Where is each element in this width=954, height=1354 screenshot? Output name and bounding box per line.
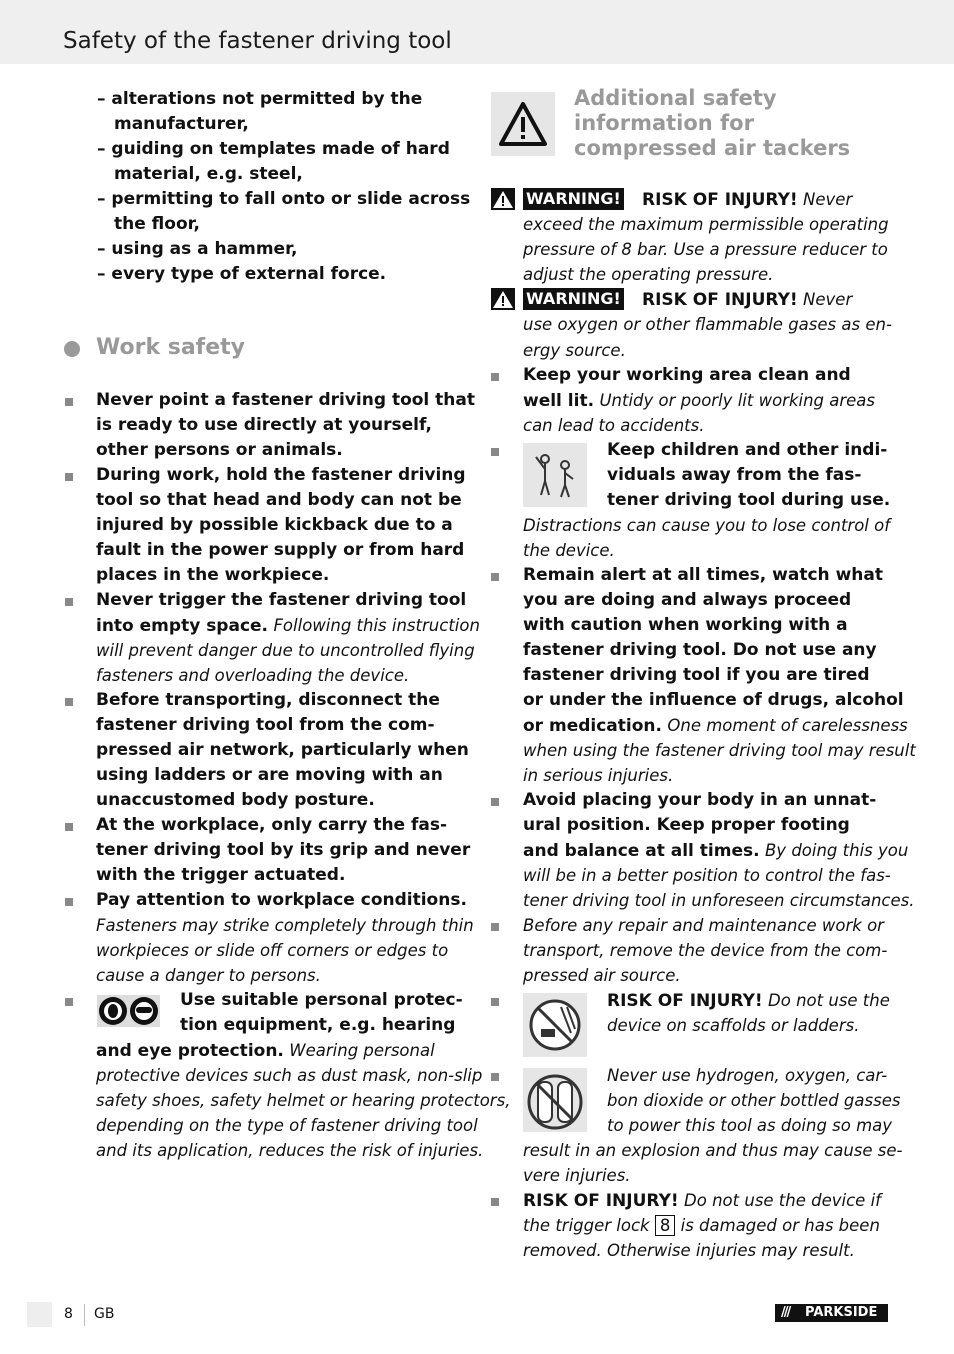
para-text: injured by possible kickback due to a — [96, 515, 453, 535]
para-text: Before transporting, disconnect the — [96, 690, 440, 710]
para-text: cause a danger to persons. — [96, 966, 321, 985]
section-title-additional: Additional safety — [574, 86, 777, 110]
para-text: or under the influence of drugs, alcohol — [523, 690, 904, 710]
risk-label: RISK OF INJURY! — [607, 991, 763, 1011]
para-text: Following this instruction — [273, 616, 480, 635]
para-text: Avoid placing your body in an unnat- — [523, 790, 877, 810]
footer-divider — [84, 1304, 85, 1326]
dash-item: – every type of external force. — [97, 264, 387, 284]
para-line — [523, 1188, 881, 1214]
no-ladder-icon-box — [523, 993, 587, 1057]
para-text: when using the fastener driving tool may result — [523, 741, 916, 760]
para-text: Never trigger the fastener driving tool — [96, 590, 467, 610]
warning-triangle-icon — [491, 288, 515, 310]
para-text: adjust the operating pressure. — [523, 265, 774, 284]
children-icon — [523, 443, 587, 507]
para-text: Do not use the device if — [684, 1191, 881, 1210]
language-code: GB — [94, 1306, 115, 1322]
para-text: tion equipment, e.g. hearing — [180, 1015, 456, 1035]
para-text: exceed the maximum permissible operating — [523, 215, 889, 234]
bullet-icon — [65, 898, 73, 906]
para-text: Pay attention to workplace conditions. — [96, 890, 467, 910]
bullet-icon — [491, 448, 499, 456]
logo-stripes-icon: /// — [781, 1305, 790, 1320]
bullet-icon — [491, 998, 499, 1006]
no-bottled-gas-icon-box — [523, 1068, 587, 1132]
para-text: One moment of carelessness — [667, 716, 908, 735]
bullet-icon — [491, 373, 499, 381]
para-text: use oxygen or other flammable gases as en- — [523, 315, 892, 334]
para-text: other persons or animals. — [96, 440, 343, 460]
para-line — [523, 388, 875, 414]
para-line — [642, 287, 852, 313]
para-text: protective devices such as dust mask, non-slip — [96, 1066, 483, 1085]
para-text: Never point a fastener driving tool that — [96, 390, 475, 410]
para-text: During work, hold the fastener driving — [96, 465, 466, 485]
para-text: into empty space. — [96, 616, 269, 636]
bullet-icon — [65, 598, 73, 606]
para-text: Keep your working area clean and — [523, 365, 851, 385]
para-text: Remain alert at all times, watch what — [523, 565, 883, 585]
para-text: Never use hydrogen, oxygen, car- — [607, 1066, 888, 1085]
para-text: and its application, reduces the risk of injuries. — [96, 1141, 484, 1160]
para-text: result in an explosion and thus may cause se- — [523, 1141, 903, 1160]
warning-label: WARNING! — [523, 188, 624, 210]
para-text: the trigger lock — [523, 1216, 650, 1235]
dash-item: manufacturer, — [114, 114, 249, 134]
para-text: Do not use the — [768, 991, 890, 1010]
ppe-icons — [96, 994, 161, 1028]
para-text: can lead to accidents. — [523, 416, 705, 435]
warning-label: WARNING! — [523, 288, 624, 310]
bullet-icon — [65, 698, 73, 706]
para-line — [607, 988, 890, 1014]
para-text: pressed air network, particularly when — [96, 740, 469, 760]
risk-label: RISK OF INJURY! — [523, 1191, 679, 1211]
para-text: Keep children and other indi- — [607, 440, 888, 460]
bullet-icon — [491, 798, 499, 806]
para-text: pressure of 8 bar. Use a pressure reducer to — [523, 240, 888, 259]
dash-item: material, e.g. steel, — [114, 164, 303, 184]
risk-label: RISK OF INJURY! — [642, 190, 798, 210]
para-line — [96, 1038, 435, 1064]
warning-triangle-icon — [491, 92, 555, 156]
bullet-icon — [491, 923, 499, 931]
warning-triangle-icon — [491, 188, 515, 210]
bullet-icon — [65, 823, 73, 831]
no-gas-bottles-icon — [523, 1068, 587, 1132]
para-text: tener driving tool in unforeseen circumstances. — [523, 891, 915, 910]
para-text: tener driving tool during use. — [607, 490, 891, 510]
para-line — [523, 713, 908, 739]
para-text: fastener driving tool. Do not use any — [523, 640, 877, 660]
bullet-icon — [65, 473, 73, 481]
para-text: will prevent danger due to uncontrolled flying — [96, 641, 475, 660]
para-text: tool so that head and body can not be — [96, 490, 462, 510]
section-title-work-safety: Work safety — [96, 335, 246, 360]
para-text: Never — [803, 190, 853, 209]
para-text: and eye protection. — [96, 1041, 284, 1061]
risk-label: RISK OF INJURY! — [642, 290, 798, 310]
dash-item: – guiding on templates made of hard — [97, 139, 450, 159]
section-title-additional: compressed air tackers — [574, 136, 851, 160]
para-line — [523, 838, 908, 864]
para-line — [96, 613, 480, 639]
para-text: you are doing and always proceed — [523, 590, 852, 610]
para-text: using ladders or are moving with an — [96, 765, 443, 785]
para-text: Before any repair and maintenance work or — [523, 916, 884, 935]
para-text: in serious injuries. — [523, 766, 674, 785]
para-text: transport, remove the device from the com- — [523, 941, 888, 960]
parkside-logo — [775, 1304, 888, 1322]
para-text: fastener driving tool from the com- — [96, 715, 435, 735]
para-text: bon dioxide or other bottled gasses — [607, 1091, 901, 1110]
dash-item: – using as a hammer, — [97, 239, 298, 259]
para-text: At the workplace, only carry the fas- — [96, 815, 448, 835]
para-text: to power this tool as doing so may — [607, 1116, 893, 1135]
para-text: ural position. Keep proper footing — [523, 815, 850, 835]
para-text: safety shoes, safety helmet or hearing protectors, — [96, 1091, 511, 1110]
section-title-additional: information for — [574, 111, 754, 135]
para-text: Distractions can cause you to lose control of — [523, 516, 891, 535]
para-text: the device. — [523, 541, 615, 560]
para-text: well lit. — [523, 391, 595, 411]
para-text: Use suitable personal protec- — [180, 990, 463, 1010]
dash-item: – alterations not permitted by the — [97, 89, 423, 109]
para-text: By doing this you — [764, 841, 909, 860]
para-text: workpieces or slide off corners or edges to — [96, 941, 449, 960]
para-text: or medication. — [523, 716, 662, 736]
para-text: ergy source. — [523, 341, 626, 360]
warning-sign-box — [491, 92, 555, 156]
para-text: Never — [803, 290, 853, 309]
footer-marker — [27, 1302, 52, 1327]
bullet-icon — [491, 1198, 499, 1206]
para-text: pressed air source. — [523, 966, 681, 985]
para-line — [523, 1213, 880, 1238]
para-text: with the trigger actuated. — [96, 865, 346, 885]
keep-children-away-icon — [523, 443, 587, 507]
part-reference: 8 — [655, 1215, 676, 1236]
para-text: removed. Otherwise injuries may result. — [523, 1241, 855, 1260]
para-text: vere injuries. — [523, 1166, 631, 1185]
dash-item: the floor, — [114, 214, 200, 234]
para-text: device on scaffolds or ladders. — [607, 1016, 860, 1035]
page-number: 8 — [64, 1306, 73, 1322]
hearing-eye-protection-icon — [96, 994, 161, 1028]
page-title: Safety of the fastener driving tool — [63, 28, 452, 54]
bullet-icon — [65, 398, 73, 406]
section-dot-icon — [64, 341, 80, 357]
para-text: Fasteners may strike completely through thin — [96, 916, 474, 935]
para-text: tener driving tool by its grip and never — [96, 840, 471, 860]
para-text: Untidy or poorly lit working areas — [599, 391, 876, 410]
para-line — [642, 187, 852, 213]
para-text: depending on the type of fastener driving tool — [96, 1116, 478, 1135]
bullet-icon — [65, 998, 73, 1006]
para-text: will be in a better position to control the fas- — [523, 866, 891, 885]
para-text: and balance at all times. — [523, 841, 760, 861]
para-text: Wearing personal — [289, 1041, 435, 1060]
logo-text: PARKSIDE — [805, 1305, 878, 1320]
para-text: with caution when working with a — [523, 615, 848, 635]
para-text: places in the workpiece. — [96, 565, 330, 585]
page-header — [0, 0, 954, 64]
para-text: viduals away from the fas- — [607, 465, 862, 485]
bullet-icon — [491, 1073, 499, 1081]
para-text: unaccustomed body posture. — [96, 790, 375, 810]
bullet-icon — [491, 573, 499, 581]
para-text: fastener driving tool if you are tired — [523, 665, 870, 685]
no-scaffold-ladder-icon — [523, 993, 587, 1057]
para-text: fasteners and overloading the device. — [96, 666, 410, 685]
dash-item: – permitting to fall onto or slide across — [97, 189, 471, 209]
para-text: is ready to use directly at yourself, — [96, 415, 432, 435]
para-text: is damaged or has been — [680, 1216, 880, 1235]
para-text: fault in the power supply or from hard — [96, 540, 465, 560]
